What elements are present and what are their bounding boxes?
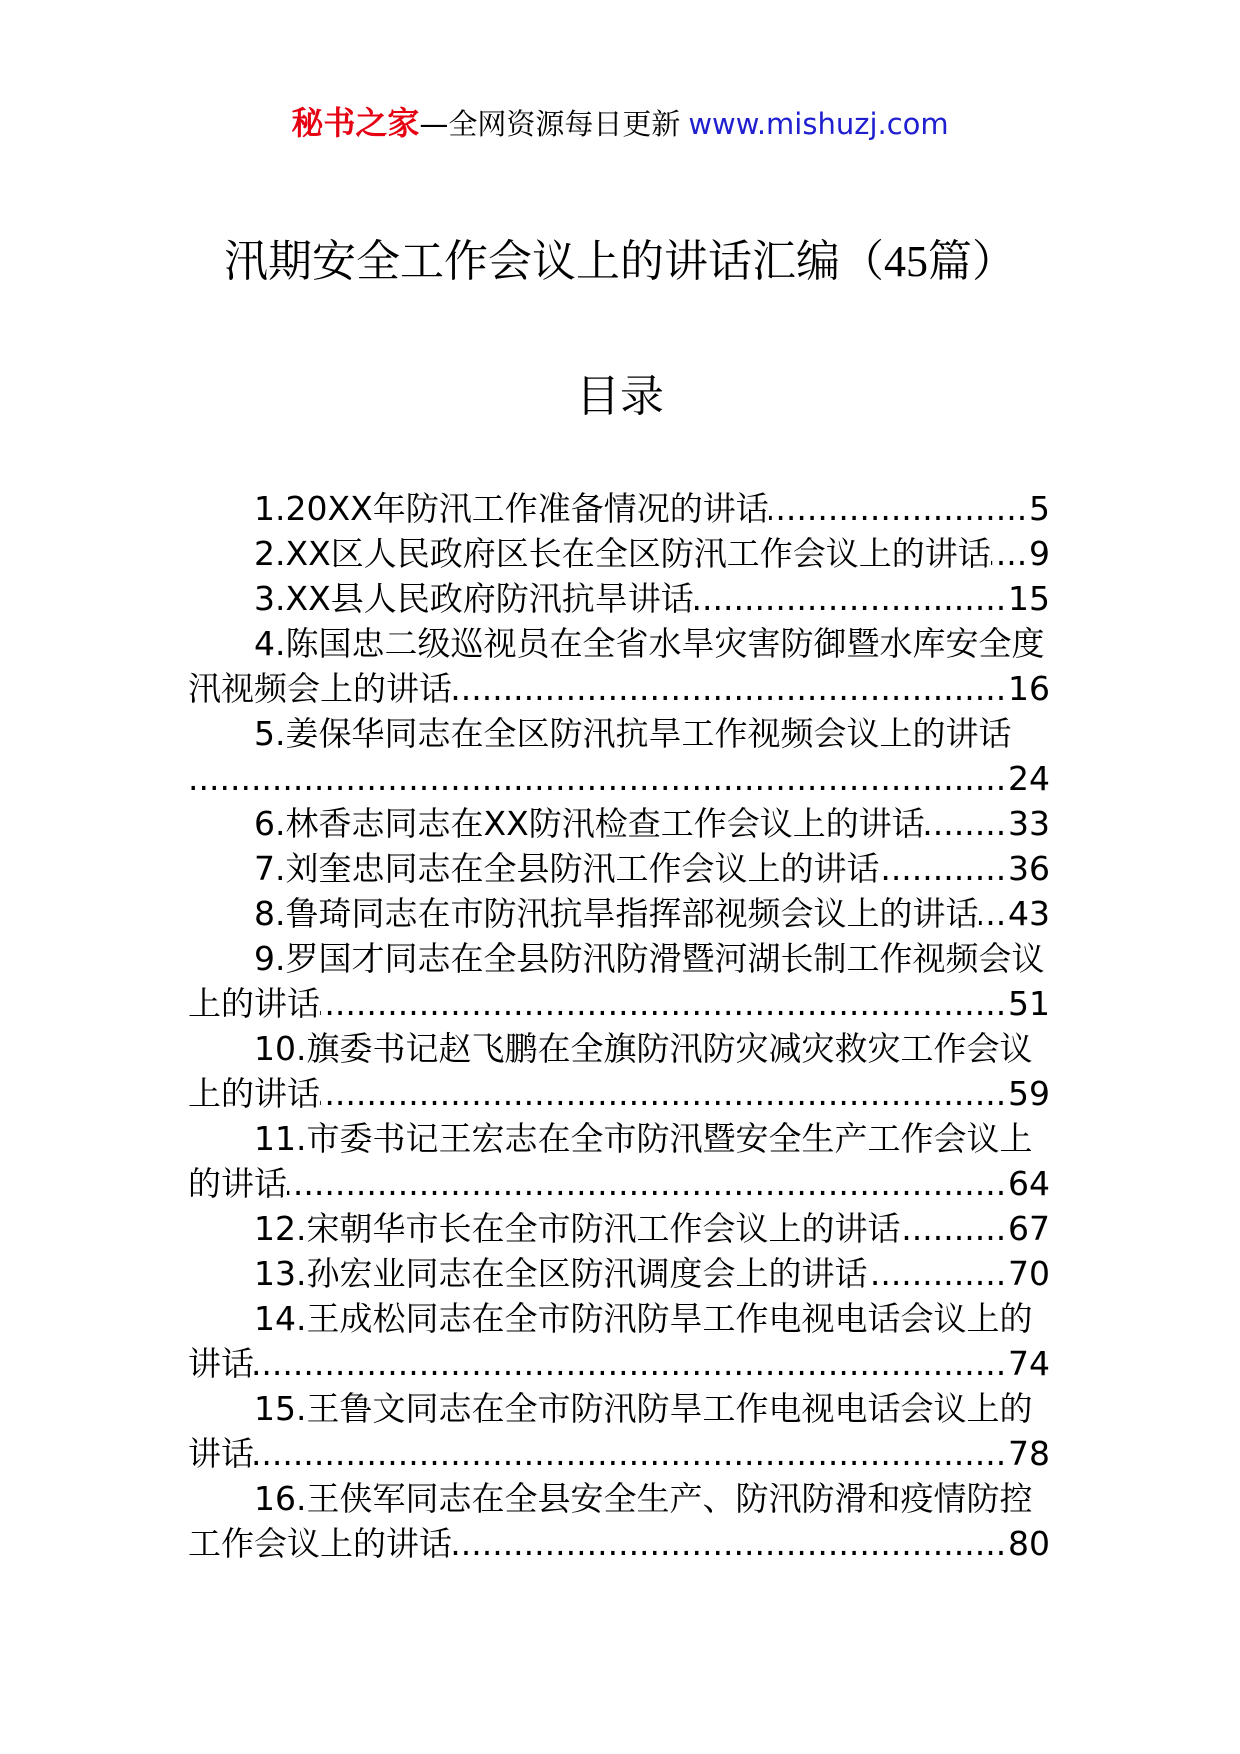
toc-entry-title: XX区人民政府区长在全区防汛工作会议上的讲话 bbox=[285, 534, 991, 573]
toc-entry-title: XX县人民政府防汛抗旱讲话 bbox=[285, 579, 694, 618]
toc-entry-page-number: 9 bbox=[1027, 531, 1050, 576]
toc-entry-number: 6. bbox=[254, 804, 286, 843]
dot-leader bbox=[188, 1161, 1050, 1206]
toc-entry-text bbox=[188, 849, 880, 888]
toc-entry-number: 4. bbox=[254, 624, 286, 663]
toc-entry-number: 13. bbox=[254, 1254, 307, 1293]
toc-entry[interactable] bbox=[188, 1476, 1050, 1566]
toc-entry[interactable] bbox=[188, 1296, 1050, 1386]
toc-entry-title: 林香志同志在XX防汛检查工作会议上的讲话 bbox=[285, 804, 925, 843]
toc-entry-page-number: 15 bbox=[1006, 576, 1050, 621]
table-of-contents bbox=[188, 486, 1050, 1566]
toc-entry-title: 王鲁文同志在全市防汛防旱工作电视电话会议上的讲话 bbox=[188, 1389, 1033, 1473]
toc-entry-number: 11. bbox=[254, 1119, 307, 1158]
toc-entry[interactable] bbox=[188, 486, 1050, 531]
toc-entry-page-number: 43 bbox=[1006, 891, 1050, 936]
toc-entry-number: 14. bbox=[254, 1299, 307, 1338]
site-url-link[interactable]: www.mishuzj.com bbox=[688, 107, 949, 141]
toc-entry-title: 宋朝华市长在全市防汛工作会议上的讲话 bbox=[306, 1209, 901, 1248]
toc-entry-number: 3. bbox=[254, 579, 286, 618]
toc-entry-title: 姜保华同志在全区防汛抗旱工作视频会议上的讲话 bbox=[285, 714, 1012, 753]
toc-entry-title: 旗委书记赵飞鹏在全旗防汛防灾减灾救灾工作会议上的讲话 bbox=[188, 1029, 1033, 1113]
toc-entry[interactable] bbox=[188, 711, 1050, 801]
toc-entry-page-number: 67 bbox=[1006, 1206, 1050, 1251]
toc-entry-page-number: 70 bbox=[1006, 1251, 1050, 1296]
toc-entry-page-number: 74 bbox=[1006, 1341, 1050, 1386]
toc-entry-text bbox=[188, 804, 925, 843]
site-name: 秘书之家 bbox=[291, 104, 420, 142]
toc-entry-title: 刘奎忠同志在全县防汛工作会议上的讲话 bbox=[285, 849, 880, 888]
toc-entry-title: 20XX年防汛工作准备情况的讲话 bbox=[285, 489, 769, 528]
toc-entry-page-number: 51 bbox=[1006, 981, 1050, 1026]
toc-entry-number: 15. bbox=[254, 1389, 307, 1428]
toc-entry-title: 王成松同志在全市防汛防旱工作电视电话会议上的讲话 bbox=[188, 1299, 1033, 1383]
toc-entry[interactable] bbox=[188, 1206, 1050, 1251]
toc-entry-number: 10. bbox=[254, 1029, 307, 1068]
toc-entry-page-number: 64 bbox=[1006, 1161, 1050, 1206]
toc-entry-page-number: 16 bbox=[1006, 666, 1050, 711]
toc-entry-number: 1. bbox=[254, 489, 286, 528]
toc-entry-number: 7. bbox=[254, 849, 286, 888]
toc-entry[interactable] bbox=[188, 531, 1050, 576]
toc-entry[interactable] bbox=[188, 576, 1050, 621]
toc-entry-page-number: 59 bbox=[1006, 1071, 1050, 1116]
toc-entry-text bbox=[188, 1209, 900, 1248]
toc-entry-text bbox=[188, 894, 979, 933]
toc-entry-number: 2. bbox=[254, 534, 286, 573]
toc-entry-page-number: 36 bbox=[1006, 846, 1050, 891]
dot-leader bbox=[188, 1341, 1050, 1386]
toc-entry[interactable] bbox=[188, 936, 1050, 1026]
toc-entry-page-number: 78 bbox=[1006, 1431, 1050, 1476]
toc-entry-title: 罗国才同志在全县防汛防滑暨河湖长制工作视频会议上的讲话 bbox=[188, 939, 1045, 1023]
toc-entry-title: 陈国忠二级巡视员在全省水旱灾害防御暨水库安全度汛视频会上的讲话 bbox=[188, 624, 1045, 708]
toc-entry[interactable] bbox=[188, 891, 1050, 936]
toc-entry[interactable] bbox=[188, 1026, 1050, 1116]
toc-entry-text bbox=[188, 1254, 867, 1293]
toc-entry-page-number: 33 bbox=[1006, 801, 1050, 846]
toc-entry-page-number: 5 bbox=[1027, 486, 1050, 531]
toc-entry-number: 8. bbox=[254, 894, 286, 933]
dot-leader bbox=[188, 1431, 1050, 1476]
toc-entry-number: 16. bbox=[254, 1479, 307, 1518]
toc-entry[interactable] bbox=[188, 1386, 1050, 1476]
toc-entry[interactable] bbox=[188, 1251, 1050, 1296]
toc-entry[interactable] bbox=[188, 621, 1050, 711]
toc-entry[interactable] bbox=[188, 1116, 1050, 1206]
dot-leader bbox=[188, 756, 1050, 801]
toc-entry-title: 孙宏业同志在全区防汛调度会上的讲话 bbox=[306, 1254, 868, 1293]
toc-entry[interactable] bbox=[188, 801, 1050, 846]
toc-entry-number: 5. bbox=[254, 714, 286, 753]
toc-entry-text bbox=[188, 579, 694, 618]
toc-entry-number: 12. bbox=[254, 1209, 307, 1248]
toc-entry-page-number: 24 bbox=[1006, 756, 1050, 801]
document-title: 汛期安全工作会议上的讲话汇编（45篇） bbox=[224, 237, 1016, 286]
toc-heading: 目录 bbox=[576, 372, 664, 421]
toc-entry-text bbox=[188, 489, 769, 528]
toc-entry-title: 市委书记王宏志在全市防汛暨安全生产工作会议上的讲话 bbox=[188, 1119, 1033, 1203]
toc-entry-title: 鲁琦同志在市防汛抗旱指挥部视频会议上的讲话 bbox=[285, 894, 979, 933]
site-banner bbox=[0, 101, 1240, 145]
site-tagline: —全网资源每日更新 bbox=[419, 107, 681, 141]
toc-entry-text bbox=[188, 714, 1012, 753]
toc-entry-title: 王侠军同志在全县安全生产、防汛防滑和疫情防控工作会议上的讲话 bbox=[188, 1479, 1033, 1563]
toc-entry[interactable] bbox=[188, 846, 1050, 891]
toc-entry-number: 9. bbox=[254, 939, 286, 978]
toc-entry-text bbox=[188, 534, 991, 573]
toc-entry-page-number: 80 bbox=[1006, 1521, 1050, 1566]
